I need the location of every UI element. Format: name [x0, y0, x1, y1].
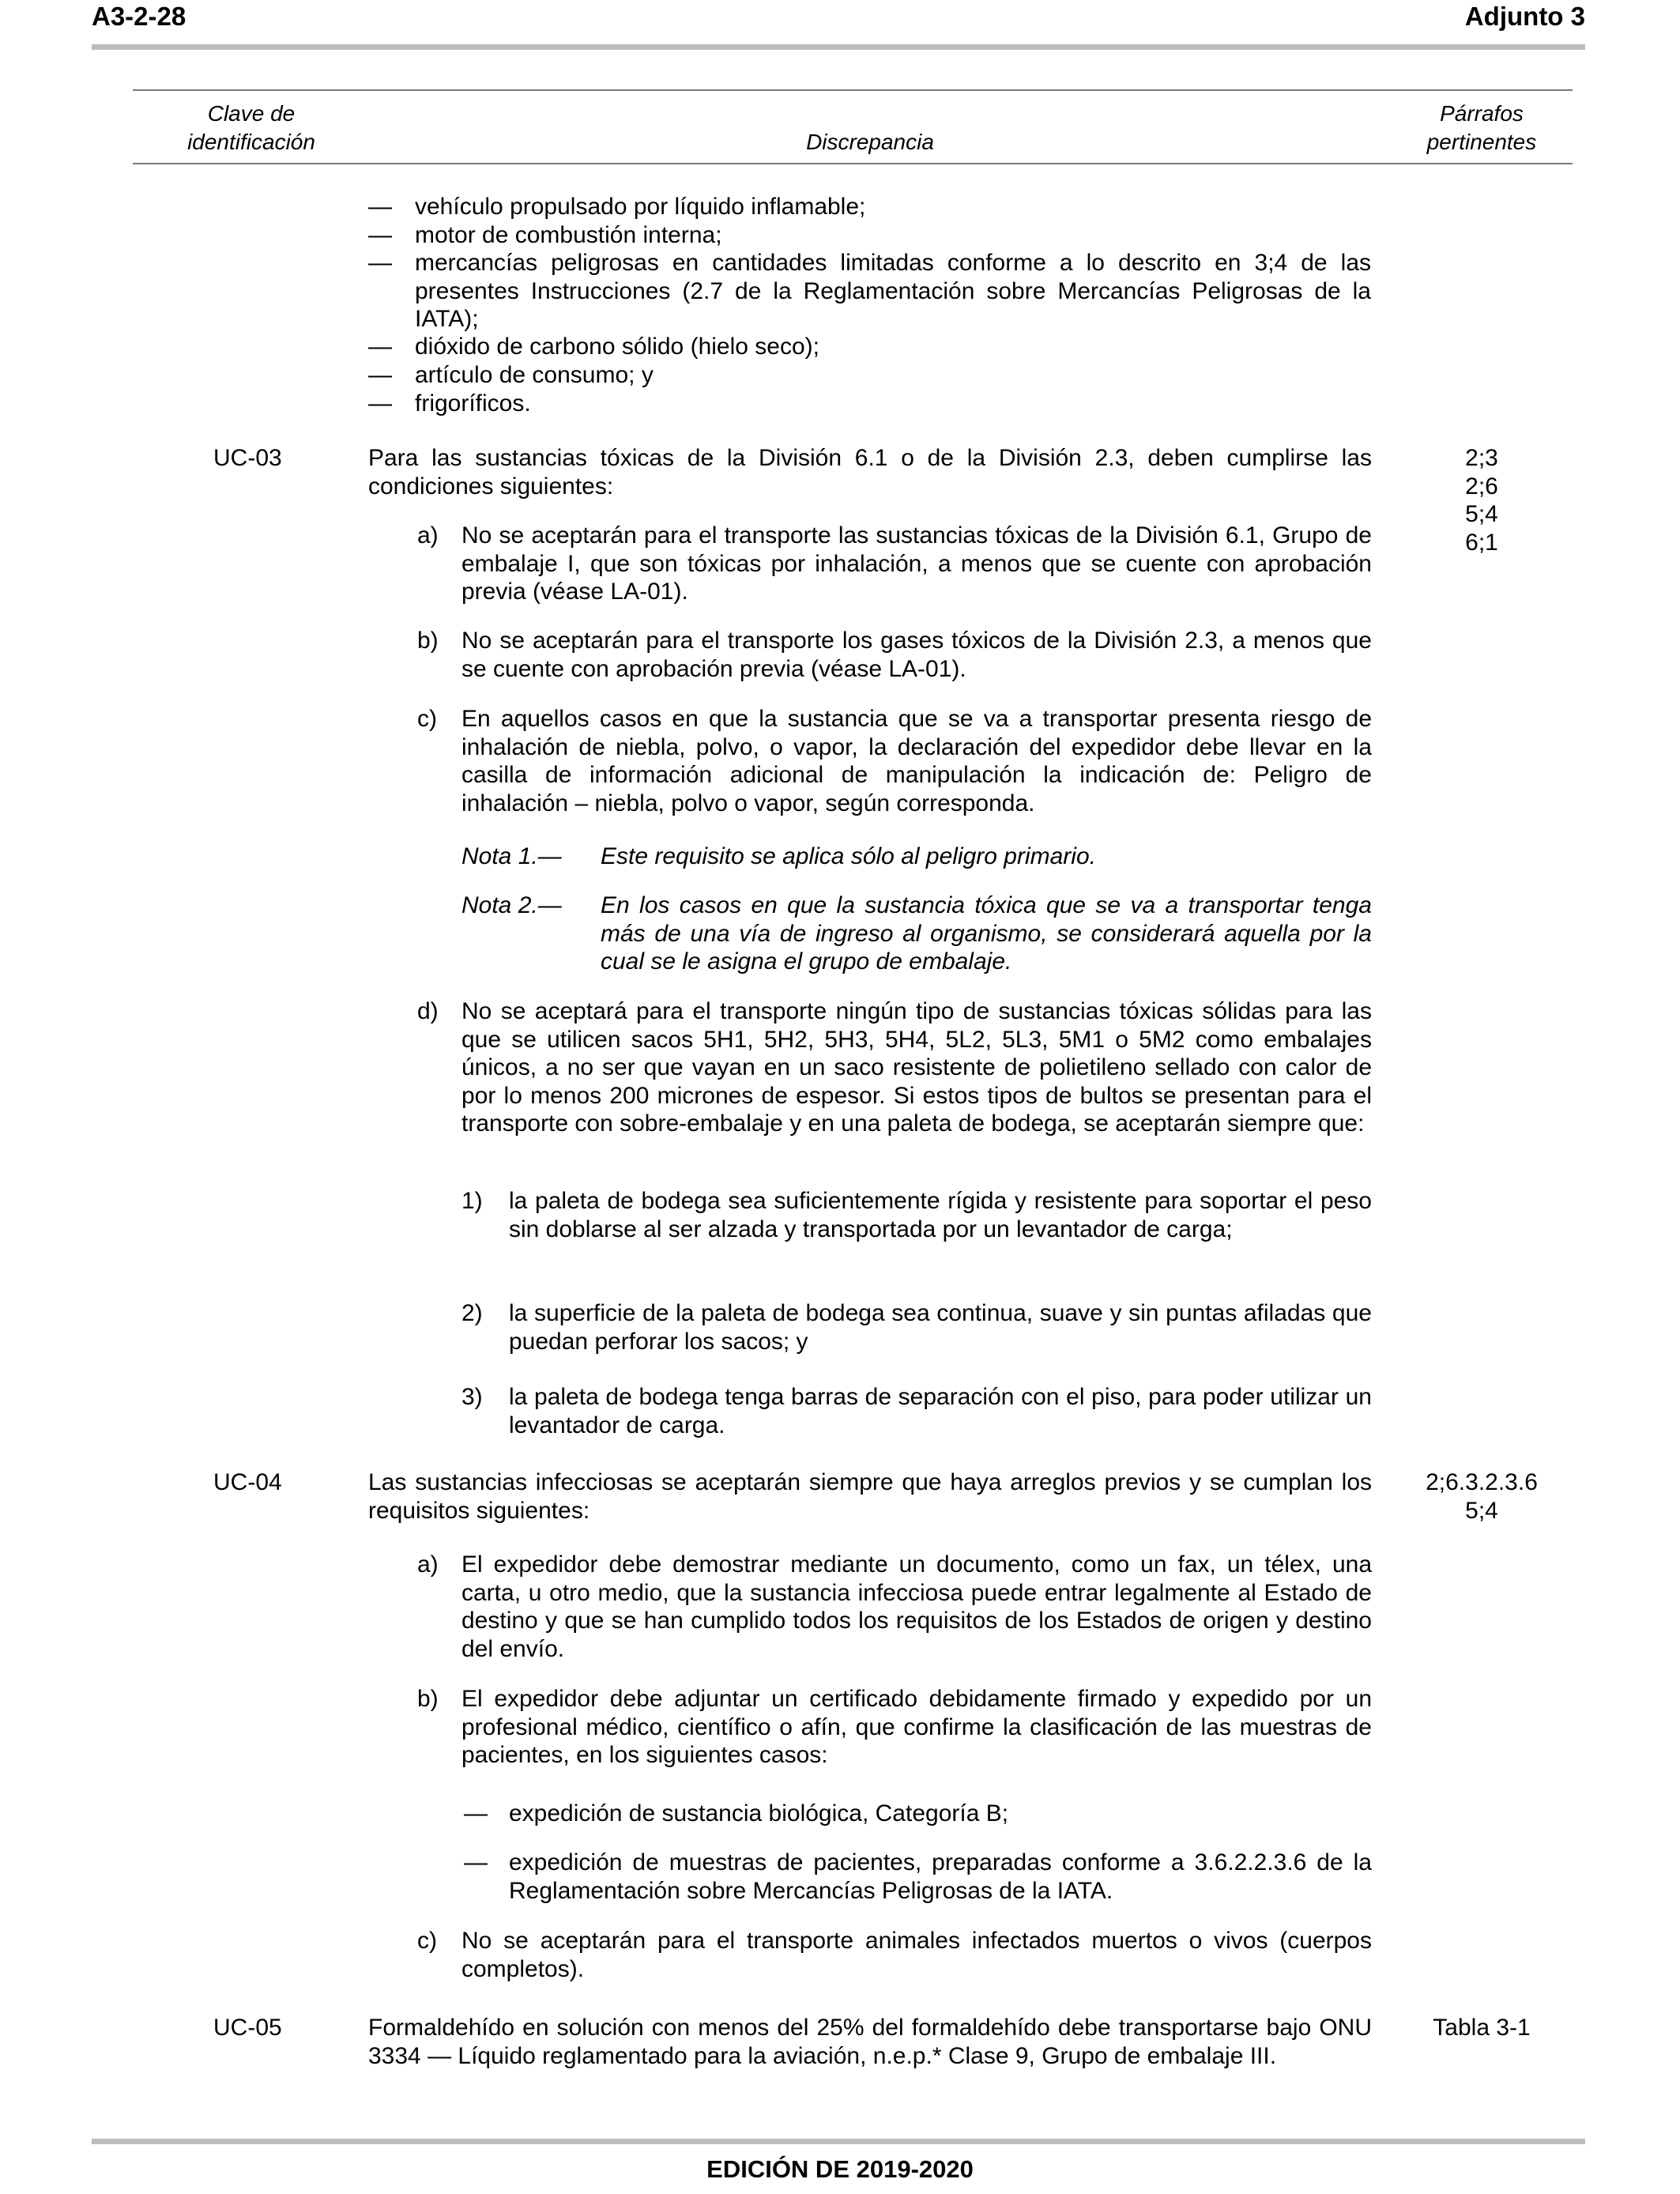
dash: — [368, 390, 392, 417]
uc03-intro: Para las sustancias tóxicas de la División 6.1 o de la División 2.3, deben cumplirse las condiciones siguientes: [368, 445, 1372, 499]
uc03-item-a: No se aceptarán para el transporte las sustancias tóxicas de la División 6.1, Grupo de embalaje I, que son tóxicas por inhalación, a menos que se cuente con aprobación previa (véase LA-01). [461, 522, 1372, 605]
dash: — [368, 194, 392, 220]
row-key-uc03: UC-03 [213, 445, 282, 471]
page-number: A3-2-28 [92, 2, 186, 31]
sub-item-label: 2) [461, 1300, 483, 1326]
item-label: b) [417, 1686, 439, 1712]
list-item: frigoríficos. [415, 390, 531, 417]
item-label: a) [417, 522, 439, 548]
note-1: Este requisito se aplica sólo al peligro primario. [601, 843, 1096, 869]
uc03-item-d: No se aceptará para el transporte ningún tipo de sustancias tóxicas sólidas para las que se utilicen sacos 5H1, 5H2, 5H3, 5H4, 5L2, 5L3, 5M1 o 5M2 como embalajes únicos, a no ser que vayan en un saco resistente de polietileno sellado con calor de por lo menos 200 micrones de espesor. Si estos tipos de bultos se presentan para el transporte con sobre-embalaje y en una paleta de bodega, se aceptarán siempre que: [461, 998, 1372, 1137]
uc03-item-b: No se aceptarán para el transporte los gases tóxicos de la División 2.3, a menos que se cuente con aprobación previa (véase LA-01). [461, 628, 1372, 682]
note-2: En los casos en que la sustancia tóxica que se va a transportar tenga más de una vía de ingreso al organismo, se considerará aquella por la cual se le asigna el grupo de embalaje. [601, 892, 1372, 974]
sub-item-label: 1) [461, 1188, 483, 1214]
footer-rule [92, 2139, 1585, 2144]
list-item: dióxido de carbono sólido (hielo seco); [415, 334, 819, 360]
dash: — [464, 1800, 488, 1826]
uc05-ref: Tabla 3-1 [1433, 2015, 1531, 2041]
uc04-item-a: El expedidor debe demostrar mediante un documento, como un fax, un télex, una carta, u otro medio, que la sustancia infecciosa puede entrar legalmente al Estado de destino y que se han cumplido todos los requisitos de los Estados de origen y destino del envío. [461, 1551, 1372, 1662]
attachment-title: Adjunto 3 [1464, 2, 1585, 31]
edition-footer: EDICIÓN DE 2019-2020 [706, 2155, 974, 2183]
item-label: c) [417, 1928, 437, 1954]
uc05-text: Formaldehído en solución con menos del 25% del formaldehído debe transportarse bajo ONU 3334 — Líquido reglamentado para la aviación, n.e.p.* Clase 9, Grupo de embalaje III. [368, 2015, 1372, 2069]
uc04-dash-item: expedición de sustancia biológica, Categoría B; [509, 1800, 1009, 1826]
sub-item-label: 3) [461, 1384, 483, 1410]
dash: — [368, 362, 392, 388]
uc03-sub-item-2: la superficie de la paleta de bodega sea continua, suave y sin puntas afiladas que puedan perforar los sacos; y [509, 1300, 1372, 1355]
uc04-item-b: El expedidor debe adjuntar un certificado debidamente firmado y expedido por un profesional médico, científico o afín, que confirme la clasificación de las muestras de pacientes, en los siguientes casos: [461, 1686, 1372, 1768]
header-rule [92, 44, 1585, 50]
row-key-uc05: UC-05 [213, 2015, 282, 2041]
dash: — [464, 1849, 488, 1875]
list-item: motor de combustión interna; [415, 222, 722, 248]
list-item: vehículo propulsado por líquido inflamable; [415, 194, 866, 220]
col-header-key: Clave de identificación [187, 101, 315, 154]
uc04-intro: Las sustancias infecciosas se aceptarán siempre que haya arreglos previos y se cumplan los requisitos siguientes: [368, 1469, 1372, 1524]
row-key-uc04: UC-04 [213, 1469, 282, 1495]
item-label: c) [417, 706, 437, 732]
uc04-refs: 2;6.3.2.3.6 5;4 [1426, 1469, 1538, 1524]
dash: — [368, 222, 392, 248]
uc04-dash-item: expedición de muestras de pacientes, preparadas conforme a 3.6.2.2.3.6 de la Reglamentación sobre Mercancías Peligrosas de la IATA. [509, 1849, 1372, 1904]
dash: — [368, 250, 392, 276]
uc03-sub-item-3: la paleta de bodega tenga barras de separación con el piso, para poder utilizar un levantador de carga. [509, 1384, 1372, 1438]
uc03-refs: 2;3 2;6 5;4 6;1 [1465, 445, 1498, 556]
dash: — [368, 334, 392, 360]
uc04-item-c: No se aceptarán para el transporte animales infectados muertos o vivos (cuerpos completos). [461, 1928, 1372, 1982]
uc03-item-c: En aquellos casos en que la sustancia que se va a transportar presenta riesgo de inhalación de niebla, polvo, o vapor, la declaración del expedidor debe llevar en la casilla de información adicional de manipulación la indicación de: Peligro de inhalación – niebla, polvo o vapor, según corresponda. [461, 706, 1372, 816]
table-top-rule [133, 89, 1573, 91]
table-header-rule [133, 163, 1573, 164]
item-label: a) [417, 1551, 439, 1578]
list-item: mercancías peligrosas en cantidades limitadas conforme a lo descrito en 3;4 de las presentes Instrucciones (2.7 de la Reglamentación sobre Mercancías Peligrosas de la IATA); [415, 250, 1371, 332]
uc03-sub-item-1: la paleta de bodega sea suficientemente rígida y resistente para soportar el peso sin doblarse al ser alzada y transportada por un levantador de carga; [509, 1188, 1372, 1242]
list-item: artículo de consumo; y [415, 362, 654, 388]
col-header-discrepancy: Discrepancia [806, 130, 934, 154]
note-label: Nota 1.— [461, 843, 562, 869]
col-header-refs: Párrafos pertinentes [1426, 101, 1537, 154]
note-label: Nota 2.— [461, 892, 562, 918]
item-label: b) [417, 628, 439, 654]
item-label: d) [417, 998, 439, 1024]
